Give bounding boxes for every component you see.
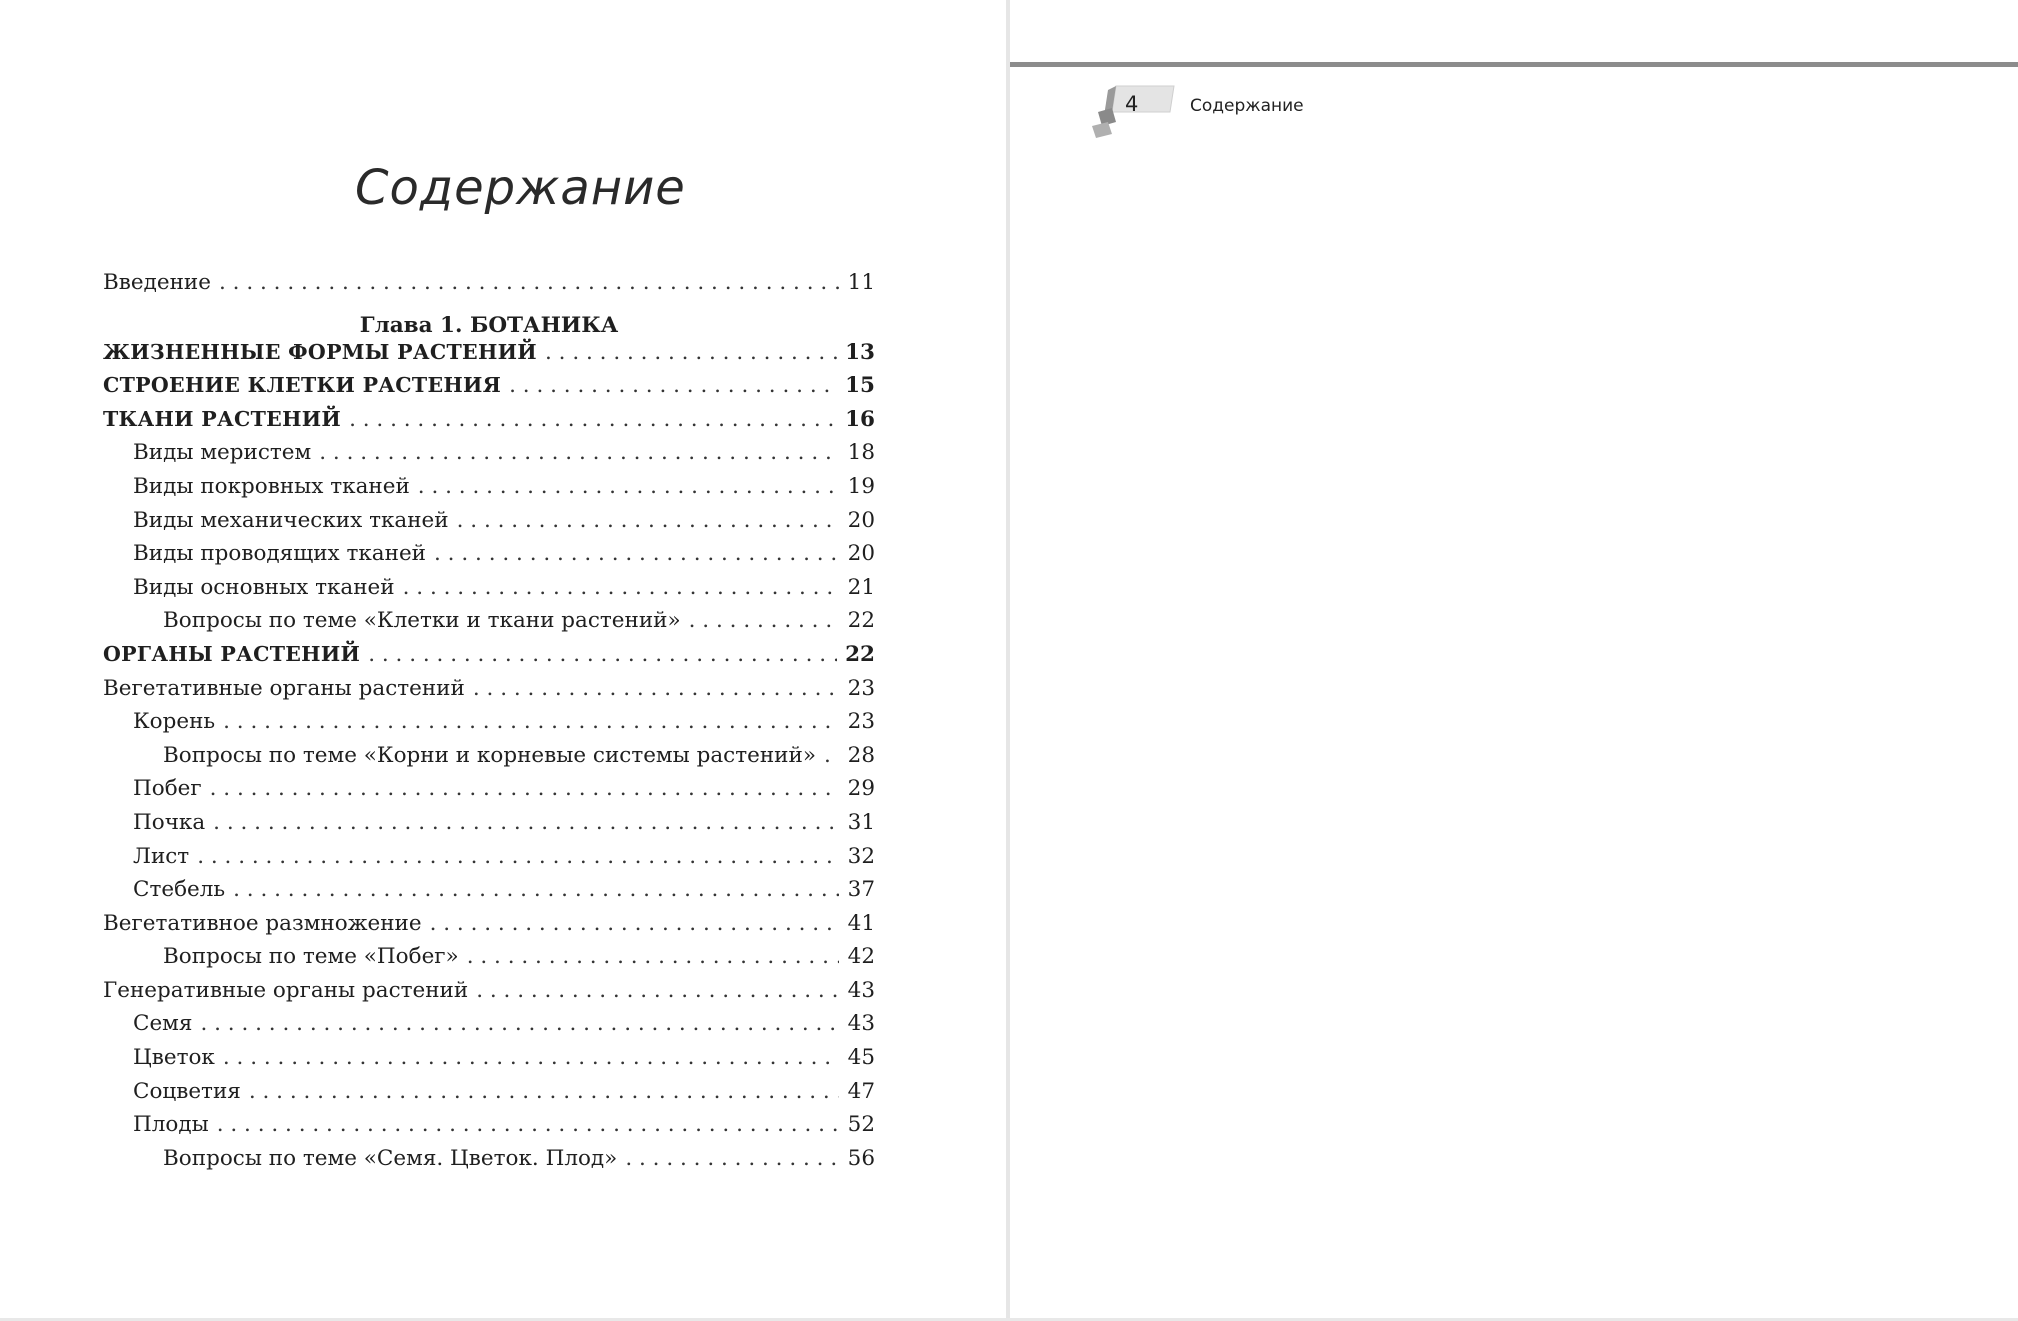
left-page — [0, 0, 1006, 1321]
dot-leader — [200, 1011, 839, 1036]
toc-entry — [103, 1146, 875, 1180]
toc-entry-title: Побег — [133, 776, 202, 802]
toc-page-number: 43 — [847, 977, 875, 1003]
chapter-heading: Глава 1. БОТАНИКА — [359, 312, 619, 338]
toc-entry-title: Виды меристем — [133, 440, 312, 466]
toc-page-number: 11 — [847, 270, 875, 295]
toc-page-number: 15 — [845, 373, 875, 399]
toc-entry-title: Лист — [133, 843, 190, 869]
dot-leader — [625, 1146, 839, 1171]
toc-entry — [103, 1045, 875, 1079]
toc-entry — [103, 810, 875, 844]
toc-entry — [103, 877, 875, 911]
page-number: 4 — [1125, 92, 1139, 116]
dot-leader — [467, 944, 839, 969]
toc-entry — [103, 575, 875, 609]
dot-leader — [824, 743, 839, 768]
dot-leader — [197, 844, 839, 869]
toc-entry — [103, 911, 875, 945]
toc-entry — [103, 508, 875, 542]
toc-entry-title: Вопросы по теме «Клетки и ткани растений» — [163, 608, 681, 634]
toc-entry-title: ОРГАНЫ РАСТЕНИЙ — [103, 641, 361, 666]
toc-list-left — [103, 270, 875, 1179]
toc-page-number: 43 — [847, 1011, 875, 1037]
toc-section-entry — [103, 340, 875, 374]
toc-page-number: 47 — [847, 1078, 875, 1104]
toc-entry-title: Вегетативное размножение — [103, 910, 422, 936]
toc-page-number: 41 — [847, 910, 875, 936]
toc-page-number: 18 — [847, 440, 875, 466]
toc-entry-title: ЖИЗНЕННЫЕ ФОРМЫ РАСТЕНИЙ — [103, 339, 537, 364]
toc-page-number: 16 — [845, 406, 875, 432]
toc-page-number: 32 — [847, 843, 875, 869]
toc-entry — [103, 978, 875, 1012]
toc-entry-title: Почка — [133, 809, 206, 835]
dot-leader — [210, 776, 839, 801]
toc-page-number: 22 — [847, 608, 875, 634]
toc-entry — [103, 676, 875, 710]
dot-leader — [403, 575, 839, 600]
dot-leader — [223, 1045, 839, 1070]
toc-entry — [103, 1112, 875, 1146]
toc-entry-title: Вегетативные органы растений — [103, 675, 465, 701]
toc-entry-title: Вопросы по теме «Семя. Цветок. Плод» — [163, 1145, 618, 1171]
dot-leader — [418, 474, 839, 499]
dot-leader — [233, 877, 839, 902]
toc-entry-title: Вопросы по теме «Корни и корневые системы растений» — [163, 742, 816, 768]
toc-page-number: 45 — [847, 1045, 875, 1071]
toc-entry-title: Виды покровных тканей — [133, 473, 410, 499]
toc-page-number: 20 — [847, 507, 875, 533]
toc-entry-title: СТРОЕНИЕ КЛЕТКИ РАСТЕНИЯ — [103, 373, 502, 398]
toc-entry-title: Виды механических тканей — [133, 507, 449, 533]
toc-entry — [103, 474, 875, 508]
toc-entry-title: Виды проводящих тканей — [133, 541, 427, 567]
toc-section-entry — [103, 373, 875, 407]
toc-page-number: 19 — [847, 473, 875, 499]
dot-leader — [249, 1079, 839, 1104]
dot-leader — [349, 407, 837, 432]
toc-entry-title: Виды основных тканей — [133, 574, 395, 600]
toc-entry — [103, 776, 875, 810]
toc-entry — [103, 743, 875, 777]
toc-entry-title: ТКАНИ РАСТЕНИЙ — [103, 406, 342, 431]
toc-entry-title: Стебель — [133, 877, 226, 903]
toc-entry-title: Генеративные органы растений — [103, 977, 469, 1003]
toc-entry — [103, 440, 875, 474]
right-page — [1010, 0, 2018, 1321]
dot-leader — [689, 608, 839, 633]
toc-entry-title: Вопросы по теме «Побег» — [163, 944, 459, 970]
toc-entry — [103, 1079, 875, 1113]
toc-section-entry — [103, 642, 875, 676]
toc-page-number: 28 — [847, 742, 875, 768]
toc-entry — [103, 844, 875, 878]
dot-leader — [430, 911, 839, 936]
dot-leader — [509, 373, 837, 398]
toc-entry — [103, 709, 875, 743]
toc-entry-title: Плоды — [133, 1112, 209, 1138]
toc-page-number: 42 — [847, 944, 875, 970]
toc-entry-title: Введение — [103, 270, 211, 295]
toc-entry — [103, 1011, 875, 1045]
toc-page-number: 37 — [847, 877, 875, 903]
toc-page-number: 20 — [847, 541, 875, 567]
toc-entry-title: Цветок — [133, 1045, 215, 1071]
toc-page-number: 22 — [845, 641, 875, 667]
toc-page-number: 56 — [847, 1145, 875, 1171]
toc-page-number: 23 — [847, 709, 875, 735]
dot-leader — [219, 270, 839, 295]
dot-leader — [368, 642, 837, 667]
header-rule — [1010, 62, 2018, 67]
toc-page-number: 21 — [847, 574, 875, 600]
dot-leader — [476, 978, 839, 1003]
dot-leader — [217, 1112, 839, 1137]
dot-leader — [457, 508, 839, 533]
toc-entry — [103, 541, 875, 575]
dot-leader — [545, 340, 837, 365]
toc-page-number: 13 — [845, 339, 875, 365]
page-title: Содержание — [355, 160, 686, 216]
running-head: Содержание — [1190, 96, 1304, 116]
toc-section-entry — [103, 407, 875, 441]
toc-entry-title: Корень — [133, 709, 216, 735]
dot-leader — [213, 810, 839, 835]
dot-leader — [319, 440, 839, 465]
toc-page-number: 31 — [847, 809, 875, 835]
toc-entry-title: Семя — [133, 1011, 193, 1037]
toc-entry-title: Соцветия — [133, 1078, 241, 1104]
toc-entry — [103, 944, 875, 978]
dot-leader — [434, 541, 839, 566]
toc-page-number: 29 — [847, 776, 875, 802]
toc-entry — [103, 608, 875, 642]
dot-leader — [223, 709, 839, 734]
toc-page-number: 23 — [847, 675, 875, 701]
dot-leader — [473, 676, 839, 701]
toc-page-number: 52 — [847, 1112, 875, 1138]
toc-entry — [103, 270, 875, 304]
